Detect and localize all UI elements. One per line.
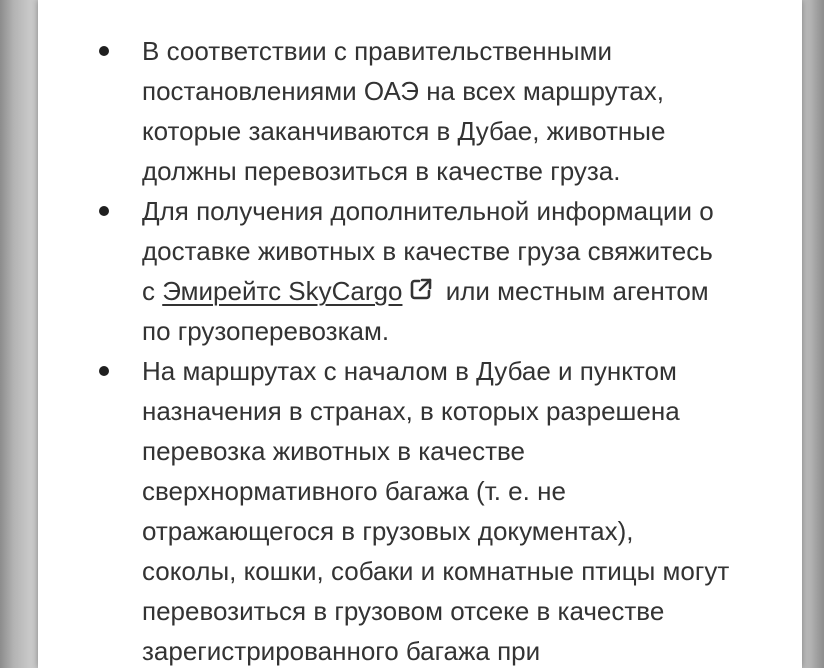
bullet-dot [99, 206, 109, 216]
bullet-dot [99, 46, 109, 56]
list-item-text: В соответствии с правительственными постановлениями ОАЭ на всех маршрутах, которые заканчиваются в Дубае, животные должны перевозиться в качестве груза. [142, 36, 666, 186]
list-item-text: На маршрутах с началом в Дубае и пунктом назначения в странах, в которых разрешена перевозка животных в качестве сверхнормативного багажа (т. е. не отражающегося в грузовых документах), соколы, кошки, собаки и комнатные птицы могут перевозиться в грузовом отсеке в качестве зарегистрированного багажа при [142, 356, 730, 666]
list-item [38, 351, 802, 668]
content-panel [38, 0, 802, 668]
list-item-text [142, 191, 732, 351]
list-item [38, 31, 802, 191]
info-bullet-list [38, 31, 802, 668]
external-link-icon[interactable] [408, 276, 434, 302]
list-item-text-after-link: или местным агентом по грузоперевозкам. [142, 276, 709, 346]
bullet-dot [99, 366, 109, 376]
skycargo-link[interactable]: Эмирейтс SkyCargo [162, 276, 403, 306]
list-item-text-before-link: Для получения дополнительной информации о доставке животных в качестве груза свяжитесь с [142, 196, 714, 306]
list-item [38, 191, 802, 351]
